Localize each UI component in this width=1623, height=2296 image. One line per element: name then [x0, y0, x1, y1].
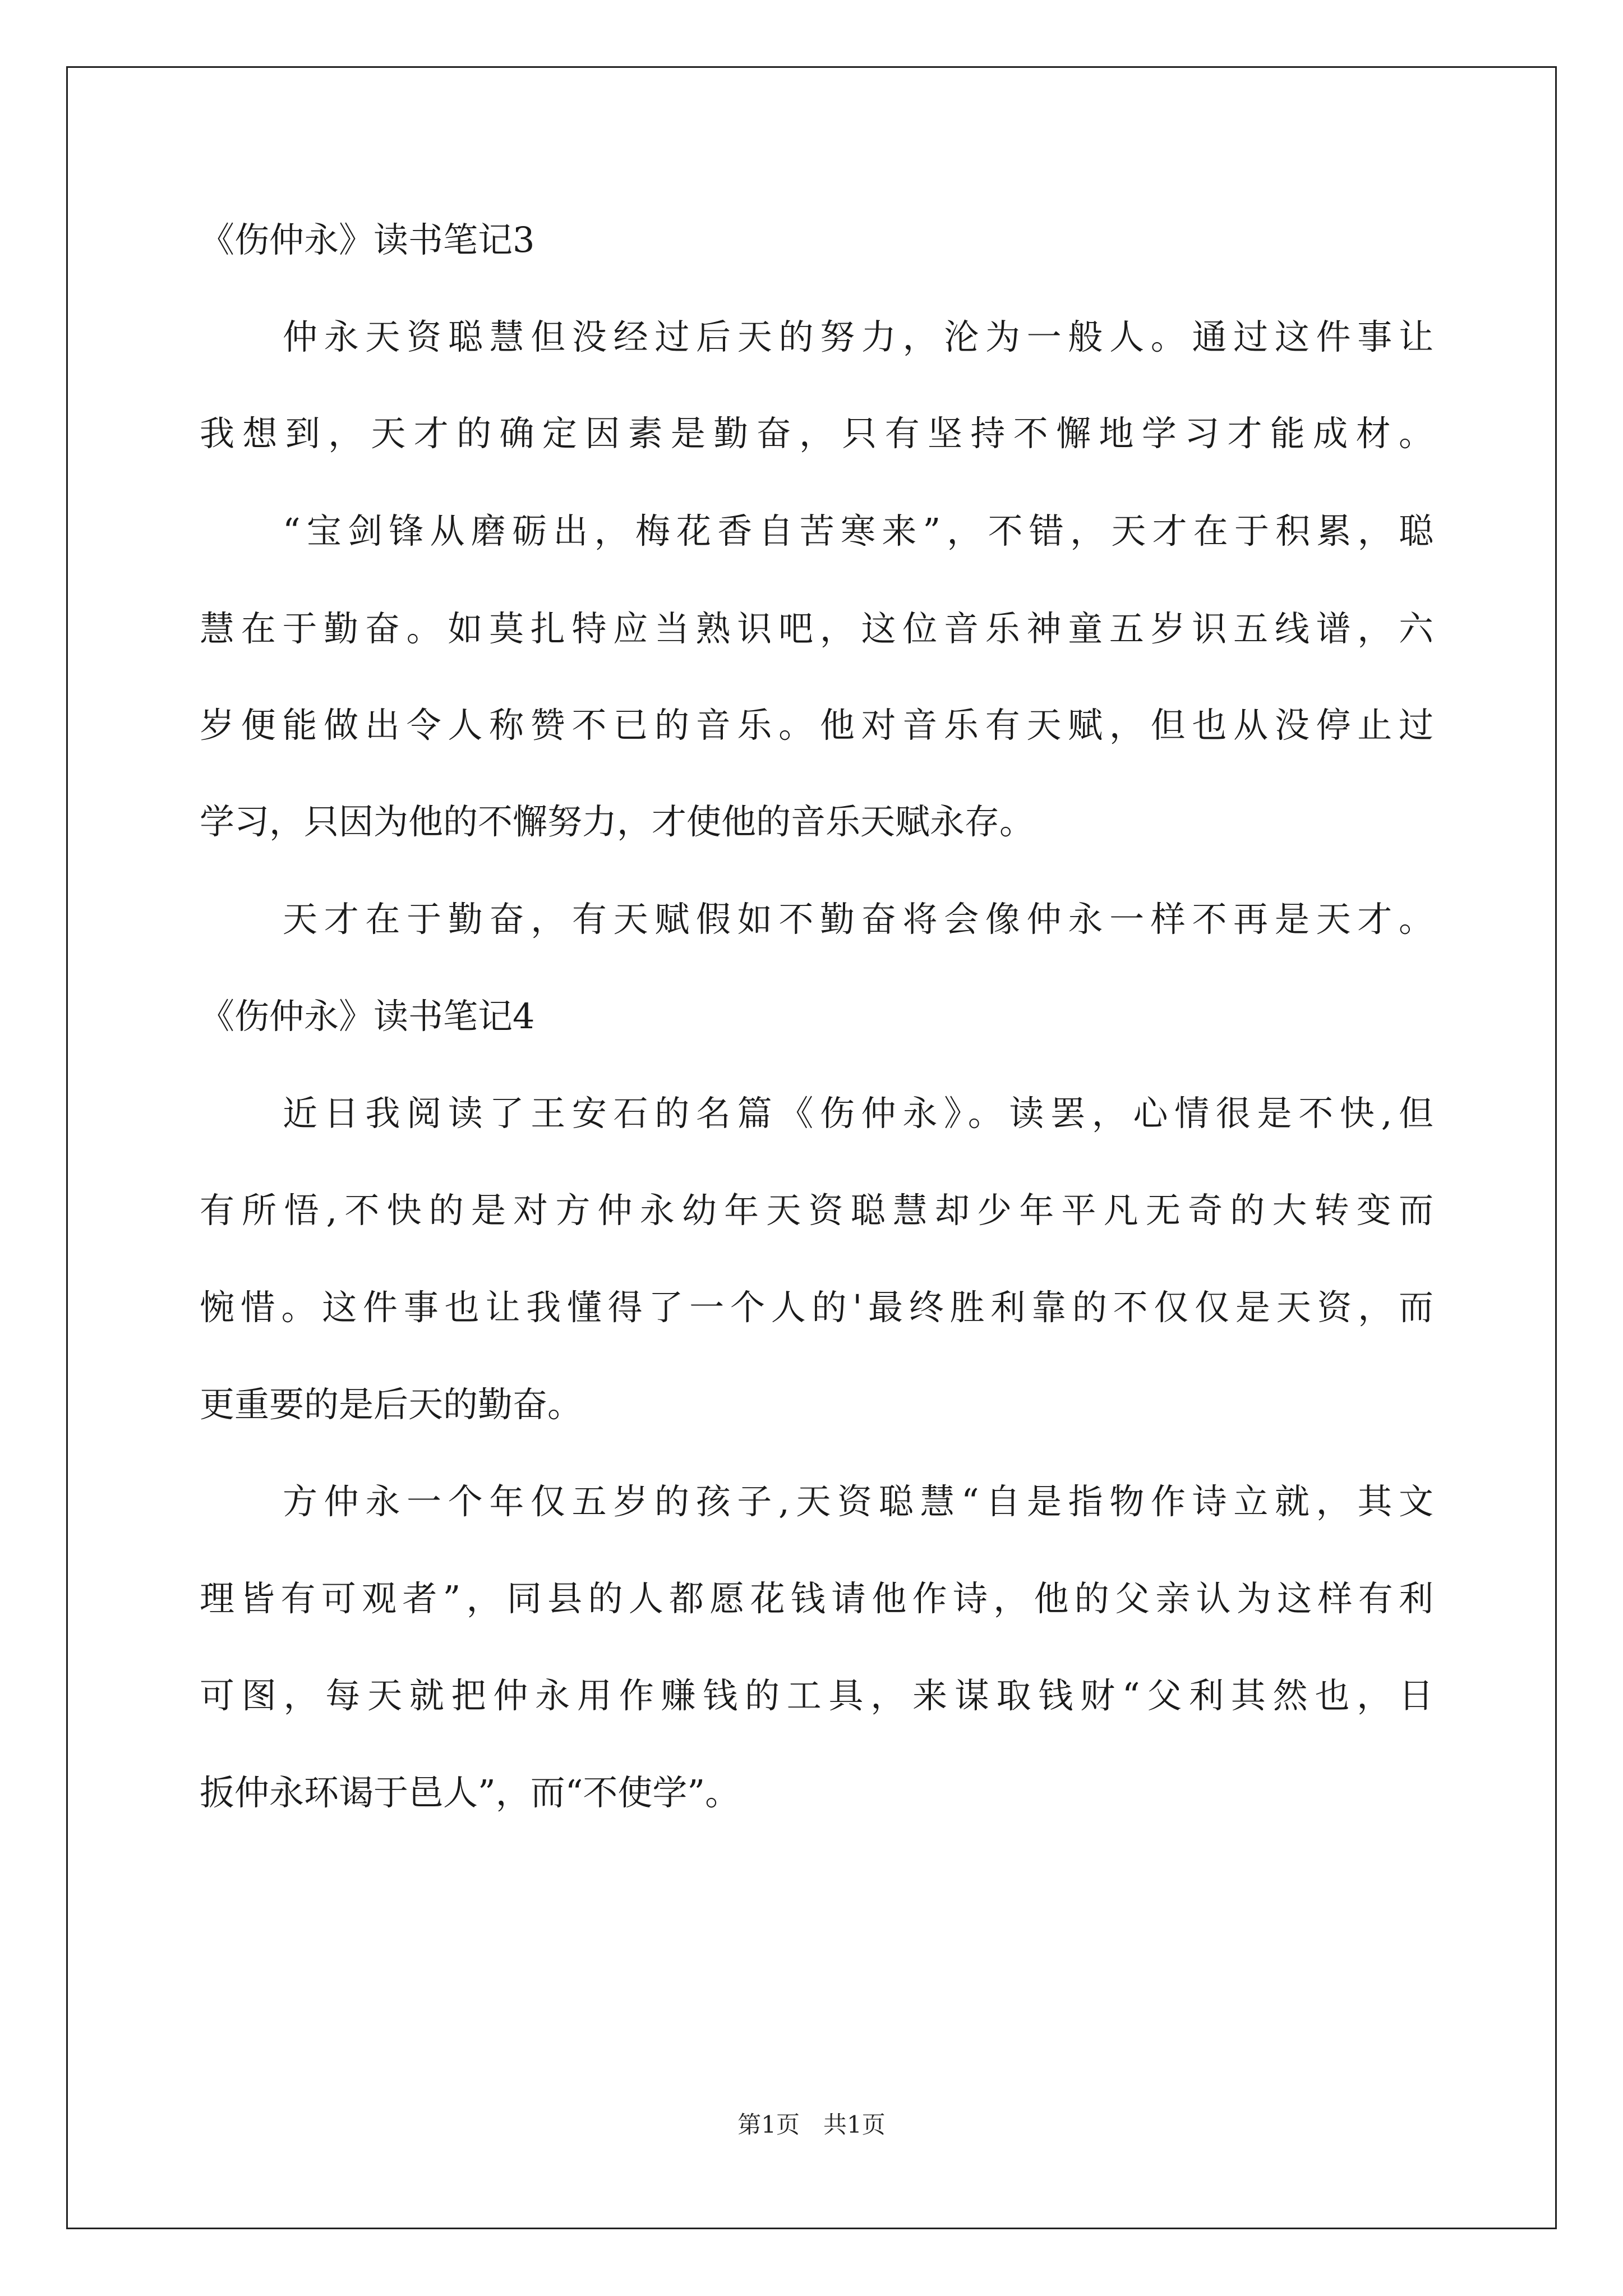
paragraph-line: 仲永天资聪慧但没经过后天的努力，沦为一般人。通过这件事让	[283, 316, 1433, 357]
heading-note-4: 《伤仲永》读书笔记4	[200, 996, 535, 1037]
paragraph-line: 有所悟,不快的是对方仲永幼年天资聪慧却少年平凡无奇的大转变而	[200, 1190, 1433, 1231]
paragraph-line: 理皆有可观者”，同县的人都愿花钱请他作诗，他的父亲认为这样有利	[200, 1578, 1433, 1619]
paragraph-line: 岁便能做出令人称赞不已的音乐。他对音乐有天赋，但也从没停止过	[200, 705, 1433, 746]
page-border	[66, 66, 1557, 2229]
paragraph-line: 惋惜。这件事也让我懂得了一个人的'最终胜利靠的不仅仅是天资，而	[200, 1287, 1433, 1328]
paragraph-line: 近日我阅读了王安石的名篇《伤仲永》。读罢，心情很是不快,但	[283, 1093, 1433, 1134]
paragraph-line: 天才在于勤奋，有天赋假如不勤奋将会像仲永一样不再是天才。	[283, 899, 1433, 940]
paragraph-line: 可图，每天就把仲永用作赚钱的工具，来谋取钱财“父利其然也，日	[200, 1675, 1433, 1716]
paragraph-line: 慧在于勤奋。如莫扎特应当熟识吧，这位音乐神童五岁识五线谱，六	[200, 608, 1433, 649]
paragraph-line: 学习，只因为他的不懈努力，才使他的音乐天赋永存。	[200, 801, 1035, 842]
heading-note-3: 《伤仲永》读书笔记3	[200, 219, 535, 260]
paragraph-line: “宝剑锋从磨砺出，梅花香自苦寒来”，不错，天才在于积累，聪	[283, 510, 1433, 551]
paragraph-line: 我想到，天才的确定因素是勤奋，只有坚持不懈地学习才能成材。	[200, 413, 1433, 454]
paragraph-line: 方仲永一个年仅五岁的孩子,天资聪慧“自是指物作诗立就，其文	[283, 1481, 1433, 1522]
paragraph-line: 扳仲永环谒于邑人”，而“不使学”。	[200, 1772, 740, 1813]
paragraph-line: 更重要的是后天的勤奋。	[200, 1384, 583, 1425]
page-number: 第1页 共1页	[737, 2111, 886, 2138]
